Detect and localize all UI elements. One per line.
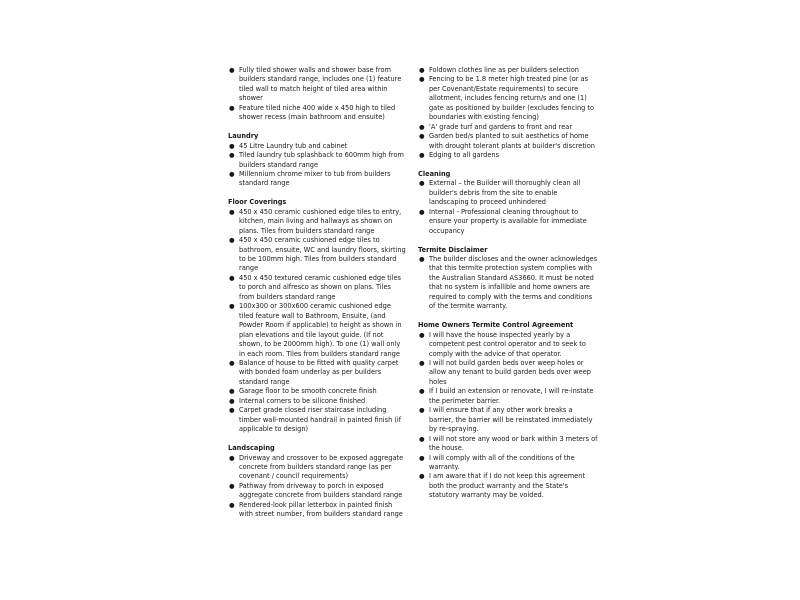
- list-item-text: Internal - Professional cleaning throughout to ensure your property is available for immediate occupancy: [429, 207, 587, 235]
- floor-coverings-section: [228, 198, 406, 434]
- bullet-icon: ●: [419, 151, 425, 160]
- termite-agreement-list: [418, 331, 598, 501]
- list-item: [418, 132, 598, 151]
- list-item-text: Foldown clothes line as per builders selection: [429, 66, 579, 74]
- list-item: [418, 151, 598, 160]
- list-item: [418, 435, 598, 454]
- list-item: [418, 406, 598, 434]
- bullet-icon: ●: [229, 273, 235, 282]
- list-item: [418, 66, 598, 75]
- list-item: [418, 123, 598, 132]
- list-item-text: I am aware that if I do not keep this agreement both the product warranty and the State's statutory warranty may be voided.: [429, 472, 586, 500]
- bullet-icon: ●: [419, 330, 425, 339]
- list-item-text: Balance of house to be fitted with quality carpet with bonded foam underlay as per builders standard range: [239, 359, 399, 386]
- section-heading: Termite Disclaimer: [418, 245, 488, 254]
- bullet-icon: ●: [229, 481, 235, 490]
- list-item: [228, 66, 406, 104]
- list-item: [418, 255, 598, 312]
- list-item-text: Feature tiled niche 400 wide x 450 high to tiled shower recess (main bathroom and ensuite): [239, 103, 396, 122]
- list-item-text: Driveway and crossover to be exposed aggregate concrete from builders standard range (as per covenant / council requirements): [239, 453, 404, 481]
- list-item: [418, 472, 598, 500]
- list-item-text: 45 Litre Laundry tub and cabinet: [239, 141, 348, 150]
- list-item: [228, 104, 406, 123]
- floor-coverings-list: [228, 208, 406, 435]
- bullet-icon: ●: [229, 396, 235, 405]
- bullet-icon: ●: [229, 500, 235, 509]
- bullet-icon: ●: [419, 453, 425, 462]
- list-item: [418, 208, 598, 236]
- bullet-icon: ●: [419, 406, 425, 415]
- list-item-text: 'A' grade turf and gardens to front and rear: [429, 122, 573, 131]
- bullet-icon: ●: [229, 169, 235, 178]
- list-item-text: The builder discloses and the owner acknowledges that this termite protection system complies with the Australian Standard AS3660. It must be noted that no system is infallible and home owners are required to comply with the terms and conditions of the termite warranty.: [429, 255, 598, 311]
- landscaping-section: [228, 444, 406, 520]
- list-item: [228, 387, 406, 396]
- list-item: [228, 359, 406, 387]
- list-item-text: I will not store any wood or bark within 3 meters of the house.: [429, 434, 598, 453]
- list-item: [228, 397, 406, 406]
- list-item-text: 100x300 or 300x600 ceramic cushioned edge tiled feature wall to Bathroom, Ensuite, (and Powder Room if applicable) to height as shown in plan elevations and tile layout guide. (If not shown, to be 2000mm high). To one (1) wall only in each room. Tiles from builders standard range: [239, 302, 402, 358]
- laundry-list: [228, 142, 406, 189]
- list-item-text: Fully tiled shower walls and shower base from builders standard range, includes one (1) feature tiled wall to match height of tiled area within shower: [239, 66, 402, 103]
- list-item-text: Rendered-look pillar letterbox in painted finish with street number, from builders standard range: [239, 500, 403, 519]
- right-column: [418, 66, 598, 501]
- bullet-icon: ●: [229, 359, 235, 368]
- section-heading: Floor Coverings: [228, 198, 287, 207]
- list-item: [228, 482, 406, 501]
- bullet-icon: ●: [419, 387, 425, 396]
- list-item: [418, 75, 598, 122]
- list-item-text: External – the Builder will thoroughly clean all builder's debris from the site to enable landscaping to proceed unhindered: [429, 179, 581, 207]
- landscaping-list: [228, 454, 406, 520]
- section-heading: Cleaning: [418, 169, 451, 178]
- list-item-text: Pathway from driveway to porch in exposed aggregate concrete from builders standard range: [239, 481, 403, 500]
- list-item: [228, 142, 406, 151]
- list-item-text: Internal corners to be silicone finished: [239, 396, 366, 405]
- list-item-text: Garden bed/s planted to suit aesthetics of home with drought tolerant plants at builder's discretion: [429, 132, 595, 150]
- bullet-icon: ●: [229, 66, 235, 74]
- termite-agreement-section: [418, 321, 598, 501]
- list-item-text: Millennium chrome mixer to tub from builders standard range: [239, 169, 391, 188]
- bullet-icon: ●: [419, 179, 425, 188]
- bullet-icon: ●: [229, 103, 235, 112]
- list-item: [228, 302, 406, 359]
- laundry-section: [228, 132, 406, 189]
- bullet-icon: ●: [229, 207, 235, 216]
- list-item-text: I will have the house inspected yearly by a competent pest control operator and to seek to comply with the advice of that operator.: [429, 330, 586, 358]
- bullet-icon: ●: [229, 151, 235, 160]
- bullet-icon: ●: [419, 132, 425, 141]
- list-item: [228, 406, 406, 434]
- list-item: [418, 359, 598, 387]
- list-item-text: 450 x 450 textured ceramic cushioned edge tiles to porch and alfresco as shown on plans. Tiles from builders standard range: [239, 273, 401, 301]
- list-item-text: Fencing to be 1.8 meter high treated pine (or as per Covenant/Estate requirements) to secure allotment, includes fencing return/s and one (1) gate as positioned by builder (excludes fencing to boundaries with existing fencing): [429, 75, 595, 122]
- list-item: [228, 170, 406, 189]
- list-item-text: Carpet grade closed riser staircase including timber wall-mounted handrail in painted finish (if applicable to design): [239, 406, 402, 434]
- list-item-text: If I build an extension or renovate, I will re-instate the perimeter barrier.: [429, 387, 594, 405]
- list-item: [228, 501, 406, 520]
- list-item: [228, 236, 406, 274]
- list-item: [418, 179, 598, 207]
- bullet-icon: ●: [419, 434, 425, 443]
- bullet-icon: ●: [419, 207, 425, 216]
- bullet-icon: ●: [229, 302, 235, 311]
- list-item: [418, 331, 598, 359]
- bullet-icon: ●: [419, 472, 425, 481]
- bullet-icon: ●: [229, 236, 235, 245]
- list-item: [418, 454, 598, 473]
- section-heading: Home Owners Termite Control Agreement: [418, 321, 574, 330]
- bullet-icon: ●: [419, 66, 425, 74]
- cleaning-list: [418, 179, 598, 236]
- list-item: [228, 454, 406, 482]
- left-column: [228, 66, 406, 520]
- list-item-text: Garage floor to be smooth concrete finish: [239, 387, 377, 396]
- termite-disclaimer-list: [418, 255, 598, 312]
- bathroom-continued-list: [228, 66, 406, 123]
- landscaping-continued-list: [418, 66, 598, 161]
- list-item-text: 450 x 450 ceramic cushioned edge tiles to bathroom, ensuite, WC and laundry floors, skirting to be 100mm high. Tiles from builders standard range: [239, 236, 406, 273]
- list-item-text: I will not build garden beds over weep holes or allow any tenant to build garden beds over weep holes: [429, 359, 591, 386]
- bullet-icon: ●: [419, 255, 425, 264]
- list-item: [418, 387, 598, 406]
- section-heading: Laundry: [228, 132, 259, 141]
- list-item-text: Tiled laundry tub splashback to 600mm high from builders standard range: [239, 151, 404, 169]
- cleaning-section: [418, 170, 598, 236]
- bullet-icon: ●: [419, 122, 425, 131]
- bullet-icon: ●: [419, 359, 425, 367]
- list-item-text: Edging to all gardens: [429, 151, 500, 160]
- section-heading: Landscaping: [228, 444, 275, 453]
- list-item-text: 450 x 450 ceramic cushioned edge tiles to entry, kitchen, main living and hallways as shown on plans. Tiles from builders standard range: [239, 207, 402, 235]
- list-item: [228, 274, 406, 302]
- termite-disclaimer-section: [418, 246, 598, 312]
- list-item: [228, 151, 406, 170]
- list-item-text: I will ensure that if any other work breaks a barrier, the barrier will be reinstated immediately by re-spraying.: [429, 406, 593, 434]
- list-item-text: I will comply with all of the conditions of the warranty.: [429, 453, 575, 471]
- list-item: [228, 208, 406, 236]
- bullet-icon: ●: [229, 141, 235, 150]
- bullet-icon: ●: [419, 75, 425, 84]
- bullet-icon: ●: [229, 387, 235, 396]
- bullet-icon: ●: [229, 406, 235, 415]
- bullet-icon: ●: [229, 453, 235, 462]
